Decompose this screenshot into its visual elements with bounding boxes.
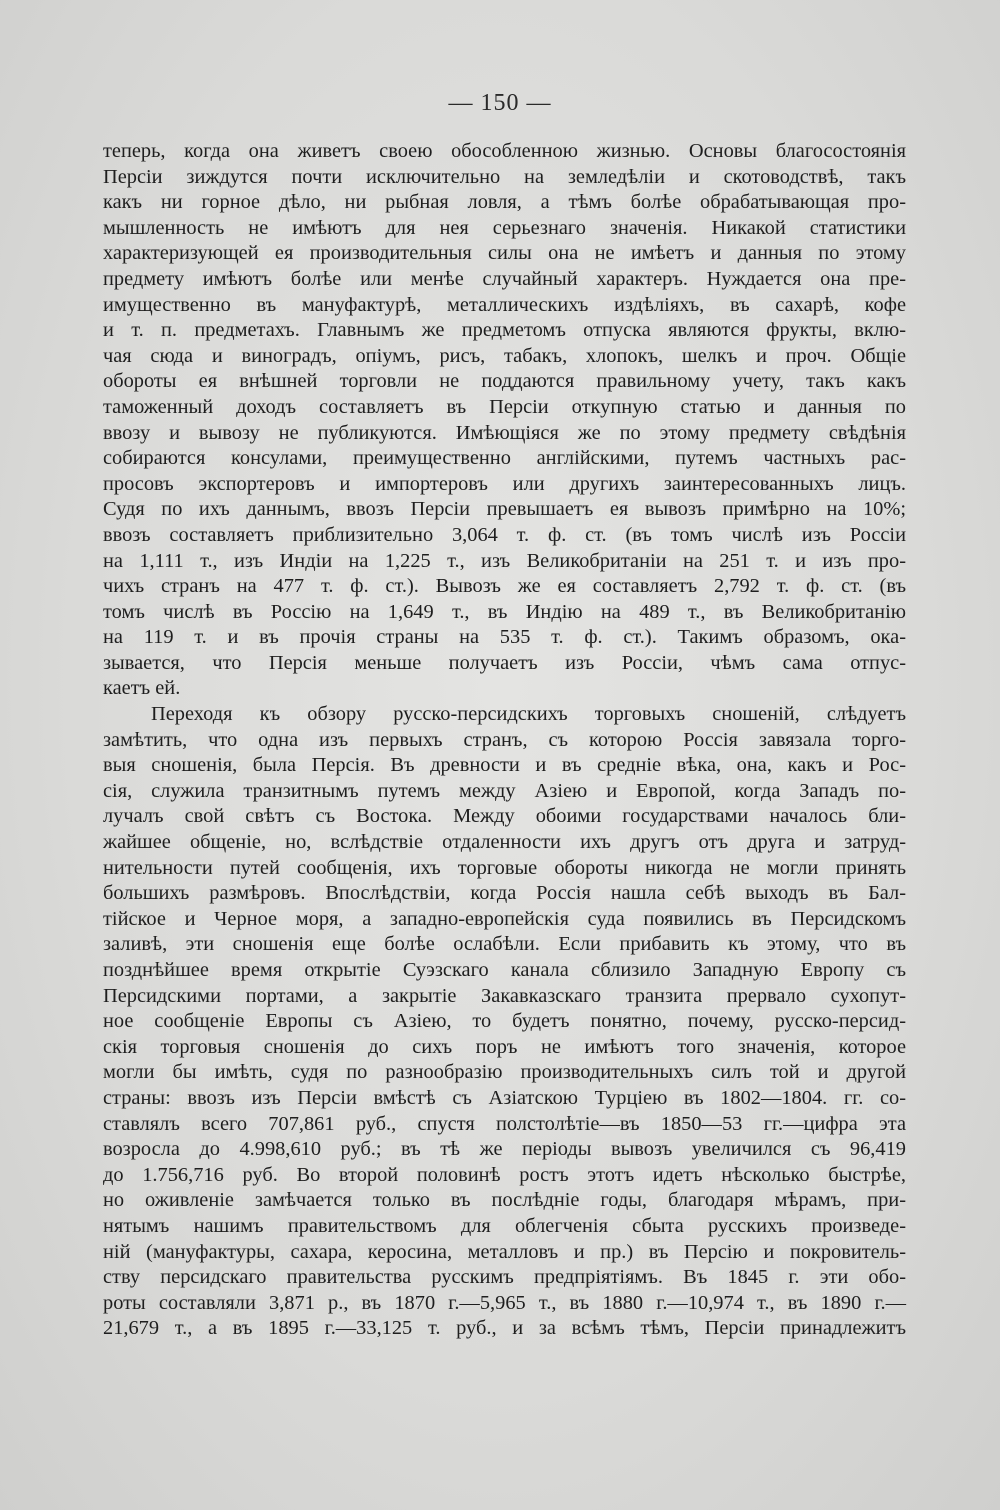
paragraph-1 xyxy=(103,139,906,702)
text-line: просовъ экспортеровъ и импортеровъ или другихъ заинтересованныхъ лицъ. xyxy=(103,472,906,495)
text-line: 21,679 т., а въ 1895 г.—33,125 т. руб., и за всѣмъ тѣмъ, Персіи принадлежитъ xyxy=(103,1317,906,1340)
text-line: заливѣ, эти сношенія еще болѣе ослабѣли. Если прибавить къ этому, что въ xyxy=(103,933,906,956)
text-line: роты составляли 3,871 р., въ 1870 г.—5,965 т., въ 1880 г.—10,974 т., въ 1890 г.— xyxy=(103,1291,906,1314)
text-line: тійское и Черное моря, а западно-европейскія суда появились въ Персидскомъ xyxy=(103,907,906,930)
text-line: могли бы имѣть, судя по разнообразію производительныхъ силъ той и другой xyxy=(103,1061,906,1084)
text-line: выя сношенія, была Персія. Въ древности и въ средніе вѣка, она, какъ и Рос- xyxy=(103,754,906,777)
text-line: на 1,111 т., изъ Индіи на 1,225 т., изъ Великобританіи на 251 т. и изъ про- xyxy=(103,549,906,572)
text-line: Персіи зиждутся почти исключительно на земледѣліи и скотоводствѣ, такъ xyxy=(103,165,906,188)
text-line: ній (мануфактуры, сахара, керосина, металловъ и пр.) въ Персію и покровитель- xyxy=(103,1240,906,1263)
text-line: лучалъ свой свѣтъ съ Востока. Между обоими государствами началось бли- xyxy=(103,805,906,828)
text-line: какъ ни горное дѣло, ни рыбная ловля, а тѣмъ болѣе обрабатывающая про- xyxy=(103,191,906,214)
text-line: зывается, что Персія меньше получаетъ изъ Россіи, чѣмъ сама отпус- xyxy=(103,651,906,674)
text-line: характеризующей ея производительныя силы она не имѣетъ и данныя по этому xyxy=(103,242,906,265)
text-line: чихъ странъ на 477 т. ф. ст.). Вывозъ же ея составляетъ 2,792 т. ф. ст. (въ xyxy=(103,575,906,598)
text-line: ное сообщеніе Европы съ Азіею, то будетъ понятно, почему, русско-персид- xyxy=(103,1010,906,1033)
text-line: каетъ ей. xyxy=(103,677,181,700)
text-line: ввозу и вывозу не публикуются. Имѣющіяся же по этому предмету свѣдѣнія xyxy=(103,421,906,444)
text-line: замѣтить, что одна изъ первыхъ странъ, съ которою Россія завязала торго- xyxy=(103,728,906,751)
text-line: собираются консулами, преимущественно англійскими, путемъ частныхъ рас- xyxy=(103,447,906,470)
text-line: таможенный доходъ составляетъ въ Персіи откупную статью и данныя по xyxy=(103,395,906,418)
text-line: позднѣйшее время открытіе Суэзскаго канала сблизило Западную Европу съ xyxy=(103,959,906,981)
body-text xyxy=(103,139,906,1342)
text-line: томъ числѣ въ Россію на 1,649 т., въ Индію на 489 т., въ Великобританію xyxy=(103,600,906,623)
text-line: возросла до 4.998,610 руб.; въ тѣ же періоды вывозъ увеличился съ 96,419 xyxy=(103,1138,906,1161)
text-line: ввозъ составляетъ приблизительно 3,064 т. ф. ст. (въ томъ числѣ изъ Россіи xyxy=(103,523,906,546)
text-line: предмету имѣютъ болѣе или менѣе случайный характеръ. Нуждается она пре- xyxy=(103,267,906,290)
text-line: имущественно въ мануфактурѣ, металлическихъ издѣліяхъ, въ сахарѣ, кофе xyxy=(103,293,906,316)
text-line: ставлялъ всего 707,861 руб., спустя полстолѣтіе—въ 1850—53 гг.—цифра эта xyxy=(103,1112,906,1135)
text-line: на 119 т. и въ прочія страны на 535 т. ф. ст.). Такимъ образомъ, ока- xyxy=(103,626,906,649)
text-line: теперь, когда она живетъ своею обособленною жизнью. Основы благосостоянія xyxy=(103,140,906,162)
text-line: но оживленіе замѣчается только въ послѣдніе годы, благодаря мѣрамъ, при- xyxy=(103,1189,906,1212)
text-line: сія, служила транзитнымъ путемъ между Азіею и Европой, когда Западъ по- xyxy=(103,779,906,802)
text-line: Персидскими портами, а закрытіе Закавказскаго транзита прервало сухопут- xyxy=(103,984,906,1007)
text-line: мышленность не имѣютъ для нея серьезнаго значенія. Никакой статистики xyxy=(103,216,906,239)
text-line: жайшее общеніе, но, вслѣдствіе отдаленности ихъ другъ отъ друга и затруд- xyxy=(103,831,906,854)
page-number: — 150 — xyxy=(448,90,552,116)
text-line: скія торговыя сношенія до сихъ поръ не имѣютъ того значенія, которое xyxy=(103,1035,906,1058)
text-line: страны: ввозъ изъ Персіи вмѣстѣ съ Азіатскою Турціею въ 1802—1804. гг. со- xyxy=(103,1086,906,1109)
text-line: Судя по ихъ даннымъ, ввозъ Персіи превышаетъ ея вывозъ примѣрно на 10%; xyxy=(103,498,906,521)
text-line: и т. п. предметахъ. Главнымъ же предметомъ отпуска являются фрукты, вклю- xyxy=(103,319,906,342)
text-line: ству персидскаго правительства русскимъ предпріятіямъ. Въ 1845 г. эти обо- xyxy=(103,1266,906,1289)
text-line: обороты ея внѣшней торговли не поддаются правильному учету, такъ какъ xyxy=(103,370,906,393)
paragraph-2 xyxy=(103,702,906,1342)
text-line: нительности путей сообщенія, ихъ торговые обороты никогда не могли принять xyxy=(103,856,906,879)
text-line: Переходя къ обзору русско-персидскихъ торговыхъ сношеній, слѣдуетъ xyxy=(151,703,906,726)
text-line: большихъ размѣровъ. Впослѣдствіи, когда Россія нашла себѣ выходъ въ Бал- xyxy=(103,882,906,905)
text-line: чая сюда и виноградъ, опіумъ, рисъ, табакъ, хлопокъ, шелкъ и проч. Общіе xyxy=(103,344,906,367)
text-line: нятымъ нашимъ правительствомъ для облегченія сбыта русскихъ произведе- xyxy=(103,1214,906,1237)
text-line: до 1.756,716 руб. Во второй половинѣ ростъ этотъ идетъ нѣсколько быстрѣе, xyxy=(103,1163,906,1186)
